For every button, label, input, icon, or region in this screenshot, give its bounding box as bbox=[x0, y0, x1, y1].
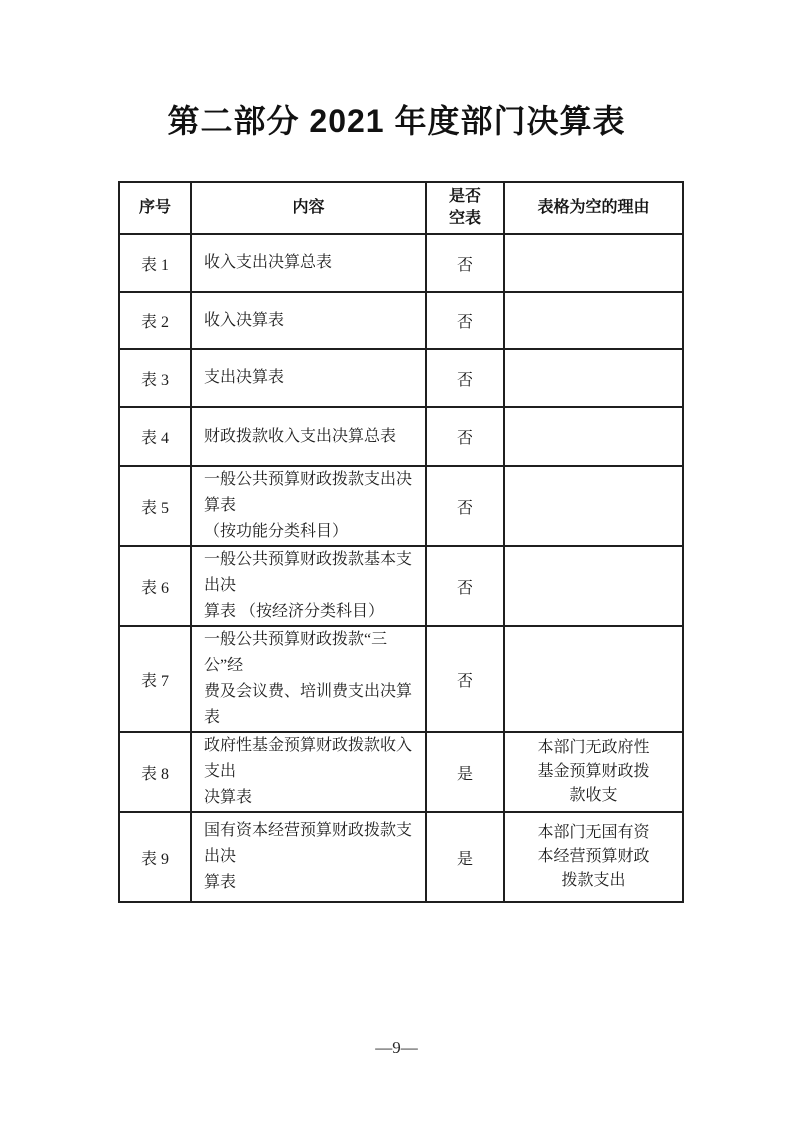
row-index-cell: 表 4 bbox=[119, 407, 191, 466]
page-title: 第二部分 2021 年度部门决算表 bbox=[167, 103, 626, 139]
row-index-cell: 表 3 bbox=[119, 349, 191, 407]
table-row bbox=[119, 466, 683, 546]
row-empty-flag-cell: 否 bbox=[426, 349, 504, 407]
table-row bbox=[119, 407, 683, 466]
row-reason-cell: 本部门无政府性 基金预算财政拨 款收支 bbox=[504, 732, 683, 812]
header-reason: 表格为空的理由 bbox=[504, 182, 683, 234]
row-content-cell: 收入支出决算总表 bbox=[191, 234, 426, 292]
table-row bbox=[119, 812, 683, 902]
row-empty-flag-cell: 否 bbox=[426, 546, 504, 626]
row-reason-cell bbox=[504, 407, 683, 466]
row-content-cell: 一般公共预算财政拨款支出决算表 （按功能分类科目） bbox=[191, 466, 426, 546]
header-no: 序号 bbox=[119, 182, 191, 234]
row-reason-cell bbox=[504, 292, 683, 349]
table-row bbox=[119, 292, 683, 349]
row-content-cell: 一般公共预算财政拨款基本支出决 算表 （按经济分类科目） bbox=[191, 546, 426, 626]
row-content-cell: 政府性基金预算财政拨款收入支出 决算表 bbox=[191, 732, 426, 812]
page-number: —9— bbox=[375, 1038, 418, 1057]
table-row bbox=[119, 349, 683, 407]
row-content-cell: 支出决算表 bbox=[191, 349, 426, 407]
row-index-cell: 表 7 bbox=[119, 626, 191, 732]
row-empty-flag-cell: 否 bbox=[426, 234, 504, 292]
row-reason-cell bbox=[504, 546, 683, 626]
table-row bbox=[119, 626, 683, 732]
row-empty-flag-cell: 否 bbox=[426, 407, 504, 466]
row-empty-flag-cell: 否 bbox=[426, 292, 504, 349]
table-row bbox=[119, 546, 683, 626]
final-accounts-table bbox=[118, 181, 684, 903]
row-content-cell: 一般公共预算财政拨款“三公”经 费及会议费、培训费支出决算表 bbox=[191, 626, 426, 732]
row-content-cell: 国有资本经营预算财政拨款支出决 算表 bbox=[191, 812, 426, 902]
row-reason-cell bbox=[504, 234, 683, 292]
table-row bbox=[119, 234, 683, 292]
table-row bbox=[119, 732, 683, 812]
row-empty-flag-cell: 是 bbox=[426, 812, 504, 902]
row-index-cell: 表 2 bbox=[119, 292, 191, 349]
row-index-cell: 表 1 bbox=[119, 234, 191, 292]
row-empty-flag-cell: 否 bbox=[426, 626, 504, 732]
row-reason-cell bbox=[504, 349, 683, 407]
header-empty-flag: 是否 空表 bbox=[426, 182, 504, 234]
table-header-row bbox=[119, 182, 683, 234]
row-index-cell: 表 6 bbox=[119, 546, 191, 626]
row-reason-cell: 本部门无国有资 本经营预算财政 拨款支出 bbox=[504, 812, 683, 902]
row-content-cell: 收入决算表 bbox=[191, 292, 426, 349]
row-content-cell: 财政拨款收入支出决算总表 bbox=[191, 407, 426, 466]
row-empty-flag-cell: 是 bbox=[426, 732, 504, 812]
row-reason-cell bbox=[504, 626, 683, 732]
row-index-cell: 表 9 bbox=[119, 812, 191, 902]
row-index-cell: 表 5 bbox=[119, 466, 191, 546]
row-empty-flag-cell: 否 bbox=[426, 466, 504, 546]
row-index-cell: 表 8 bbox=[119, 732, 191, 812]
header-content: 内容 bbox=[191, 182, 426, 234]
row-reason-cell bbox=[504, 466, 683, 546]
